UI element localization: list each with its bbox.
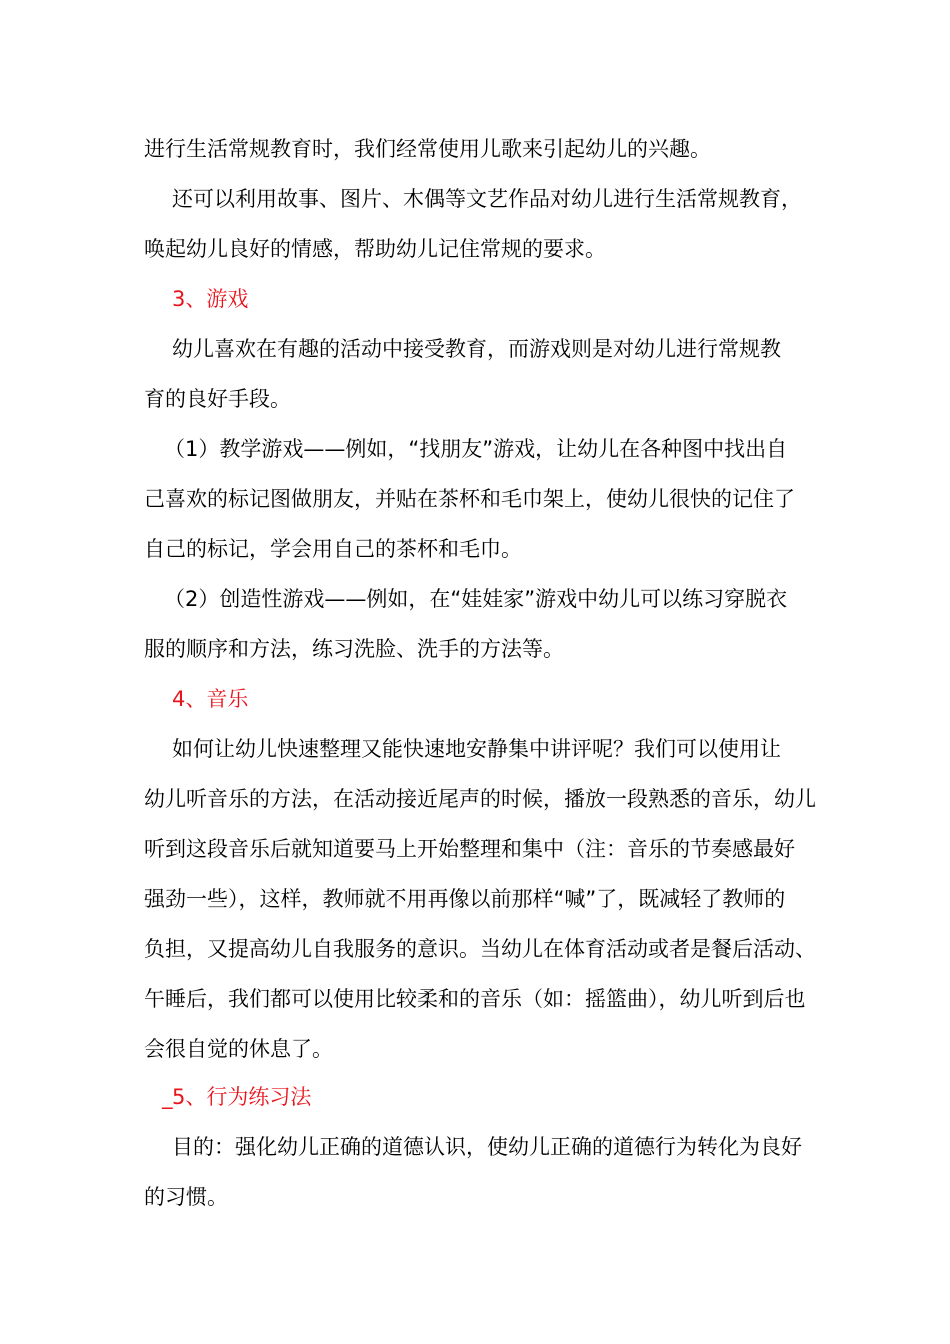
body-text-line: 会很自觉的休息了。 xyxy=(144,1037,333,1061)
body-text-line: 目的：强化幼儿正确的道德认识，使幼儿正确的道德行为转化为良好 xyxy=(172,1135,802,1159)
body-text-line: 育的良好手段。 xyxy=(144,387,291,411)
body-text-line: 负担，又提高幼儿自我服务的意识。当幼儿在体育活动或者是餐后活动、 xyxy=(144,937,816,961)
section-heading-behavior-practice: 5、行为练习法 xyxy=(172,1085,312,1109)
body-text-line: 听到这段音乐后就知道要马上开始整理和集中（注：音乐的节奏感最好 xyxy=(144,837,795,861)
heading-underscore-mark: _ xyxy=(162,1085,173,1109)
body-text-line: 午睡后，我们都可以使用比较柔和的音乐（如：摇篮曲），幼儿听到后也 xyxy=(144,987,806,1011)
body-text-line: 唤起幼儿良好的情感，帮助幼儿记住常规的要求。 xyxy=(144,237,606,261)
body-text-line: 服的顺序和方法，练习洗脸、洗手的方法等。 xyxy=(144,637,564,661)
body-text-line: （2）创造性游戏——例如，在“娃娃家”游戏中幼儿可以练习穿脱衣 xyxy=(164,587,788,611)
section-heading-games: 3、游戏 xyxy=(172,287,249,311)
section-heading-music: 4、音乐 xyxy=(172,687,249,711)
body-text-line: （1）教学游戏——例如，“找朋友”游戏，让幼儿在各种图中找出自 xyxy=(164,437,788,461)
body-text-line: 的习惯。 xyxy=(144,1185,228,1209)
body-text-line: 幼儿听音乐的方法，在活动接近尾声的时候，播放一段熟悉的音乐，幼儿 xyxy=(144,787,816,811)
body-text-line: 如何让幼儿快速整理又能快速地安静集中讲评呢？我们可以使用让 xyxy=(172,737,781,761)
body-text-line: 自己的标记，学会用自己的茶杯和毛巾。 xyxy=(144,537,522,561)
body-text-line: 己喜欢的标记图做朋友，并贴在茶杯和毛巾架上，使幼儿很快的记住了 xyxy=(144,487,795,511)
body-text-line: 进行生活常规教育时，我们经常使用儿歌来引起幼儿的兴趣。 xyxy=(144,137,711,161)
body-text-line: 还可以利用故事、图片、木偶等文艺作品对幼儿进行生活常规教育， xyxy=(172,187,802,211)
body-text-line: 强劲一些），这样，教师就不用再像以前那样“喊”了，既减轻了教师的 xyxy=(144,887,786,911)
body-text-line: 幼儿喜欢在有趣的活动中接受教育，而游戏则是对幼儿进行常规教 xyxy=(172,337,781,361)
